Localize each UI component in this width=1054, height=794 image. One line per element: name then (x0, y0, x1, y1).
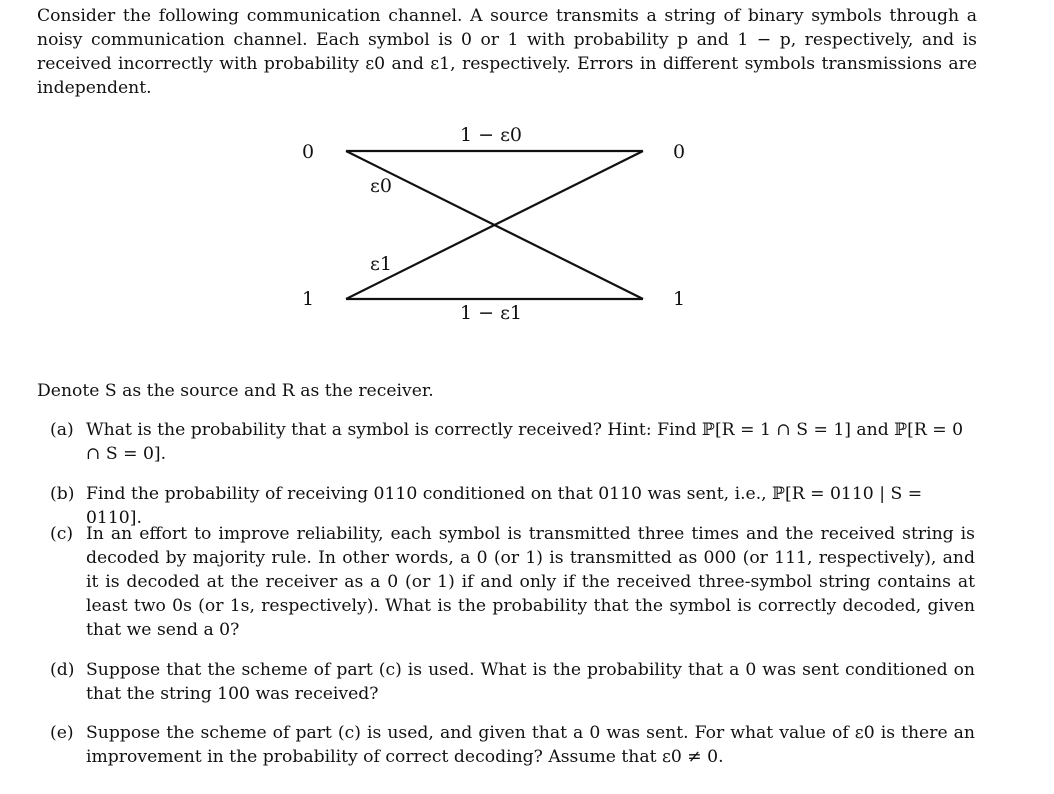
receiver-0-label: 0 (673, 141, 686, 163)
bottom-edge-label: 1 − ε1 (460, 302, 523, 324)
part-a (50, 418, 975, 466)
top-edge-label: 1 − ε0 (460, 124, 523, 146)
part-a-tag: (a) (50, 420, 74, 440)
part-e-text: Suppose the scheme of part (c) is used, and given that a 0 was sent. For what value of ε0 is there an improvement in the probability of correct decoding? Assume that ε0 ≠ 0. (86, 723, 975, 767)
denote-line: Denote S as the source and R as the receiver. (37, 381, 434, 401)
part-e-tag: (e) (50, 723, 74, 743)
part-d-text: Suppose that the scheme of part (c) is used. What is the probability that a 0 was sent conditioned on that the string 100 was received? (86, 660, 975, 704)
source-0-label: 0 (302, 141, 315, 163)
part-d (50, 658, 975, 706)
intro-paragraph: Consider the following communication channel. A source transmits a string of binary symbols through a noisy communication channel. Each symbol is 0 or 1 with probability p and 1 − p, respectively, and is received incorrectly with probability ε0 and ε1, respectively. Errors in different symbols transmissions are independent. (37, 6, 977, 98)
part-d-tag: (d) (50, 660, 75, 680)
part-b-text: Find the probability of receiving 0110 conditioned on that 0110 was sent, i.e., ℙ[R = 0110 | S = 0110]. (86, 484, 923, 528)
crossover-1-label: ε1 (370, 253, 392, 275)
part-e (50, 721, 975, 769)
part-b-tag: (b) (50, 484, 75, 504)
part-c (50, 522, 975, 642)
receiver-1-label: 1 (673, 288, 686, 310)
part-a-text: What is the probability that a symbol is correctly received? Hint: Find ℙ[R = 1 ∩ S = 1] and ℙ[R = 0 ∩ S = 0]. (86, 420, 964, 464)
part-c-tag: (c) (50, 524, 74, 544)
crossover-0-label: ε0 (370, 175, 392, 197)
source-1-label: 1 (302, 288, 315, 310)
part-c-text: In an effort to improve reliability, each symbol is transmitted three times and the received string is decoded by majority rule. In other words, a 0 (or 1) is transmitted as 000 (or 111, respectively), and it is decoded at the receiver as a 0 (or 1) if and only if the received three-symbol string contains at least two 0s (or 1s, respectively). What is the probability that the symbol is correctly decoded, given that we send a 0? (86, 524, 975, 640)
channel-diagram (290, 118, 710, 338)
